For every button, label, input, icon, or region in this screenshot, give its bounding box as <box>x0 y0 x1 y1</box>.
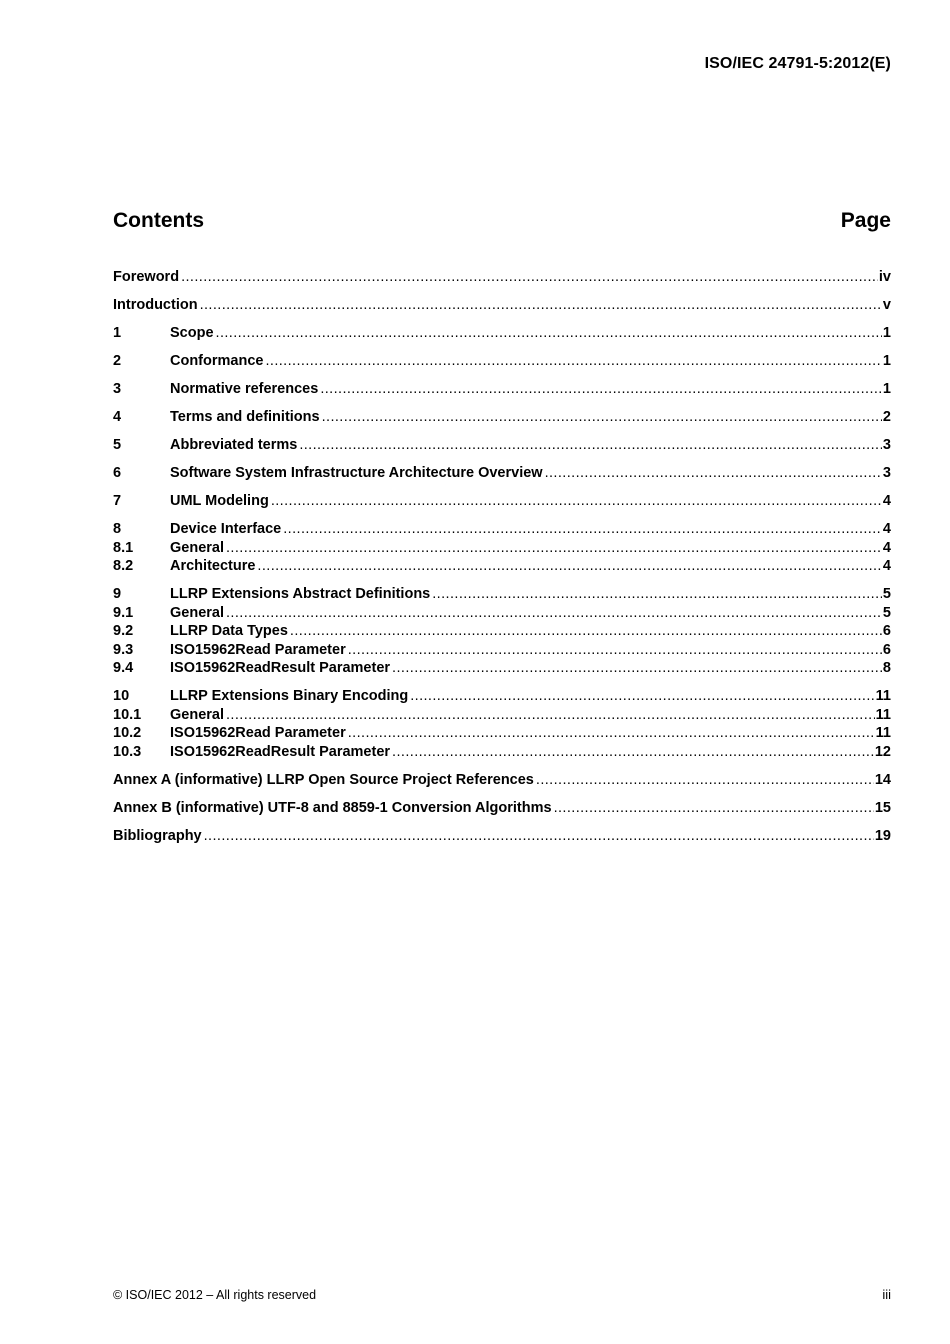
document-id: ISO/IEC 24791-5:2012(E) <box>704 55 891 72</box>
toc-leader-dots <box>545 464 882 483</box>
toc-entry[interactable] <box>113 604 891 623</box>
toc-entry-title: Scope <box>170 325 214 341</box>
toc-leader-dots <box>181 268 878 287</box>
toc-entry-title: Bibliography <box>113 827 202 844</box>
toc-entry-number: 9.2 <box>113 623 134 639</box>
toc-entry-number: 1 <box>113 325 122 341</box>
toc-entry-title: Abbreviated terms <box>170 437 298 453</box>
toc-entry-page: 1 <box>882 381 891 397</box>
toc-leader-dots <box>226 539 882 558</box>
toc-entry-title: Annex A (informative) LLRP Open Source Project References <box>113 771 534 788</box>
footer-page-number: iii <box>882 1287 891 1302</box>
toc-leader-dots <box>554 799 874 818</box>
toc-leader-dots <box>536 771 874 790</box>
toc-entry-title: Annex B (informative) UTF-8 and 8859-1 Conversion Algorithms <box>113 799 552 816</box>
toc-entry-title: ISO15962ReadResult Parameter <box>170 743 391 760</box>
toc-entry-number: 5 <box>113 437 122 453</box>
toc-entry[interactable] <box>113 622 891 641</box>
toc-leader-dots <box>320 380 882 399</box>
toc-entry-title: Architecture <box>170 558 256 574</box>
toc-entry-page: 4 <box>882 558 891 574</box>
toc-entry-number: 10.3 <box>113 743 142 760</box>
toc-entry-number: 10 <box>113 688 130 704</box>
toc-entry-number: 8 <box>113 521 122 537</box>
toc-entry-number: 6 <box>113 465 122 481</box>
toc-entry-title: General <box>170 706 224 723</box>
toc-leader-dots <box>392 659 882 678</box>
toc-leader-dots <box>322 408 882 427</box>
toc-entry-page: 8 <box>882 660 891 676</box>
toc-entry-number: 8.1 <box>113 539 134 556</box>
toc-leader-dots <box>410 687 874 706</box>
toc-leader-dots <box>204 827 874 846</box>
toc-leader-dots <box>348 724 875 743</box>
toc-entry-title: UML Modeling <box>170 493 269 509</box>
toc-leader-dots <box>265 352 881 371</box>
toc-entry-title: ISO15962Read Parameter <box>170 725 346 741</box>
toc-leader-dots <box>299 436 882 455</box>
toc-entry-page: 5 <box>882 586 891 602</box>
toc-entry-title: Introduction <box>113 297 198 313</box>
toc-entry-page: v <box>882 297 891 313</box>
toc-entry-page: 3 <box>882 437 891 453</box>
toc-entry-title: General <box>170 604 224 621</box>
toc-entry[interactable] <box>113 659 891 678</box>
toc-leader-dots <box>216 324 882 343</box>
toc-entry[interactable] <box>113 827 891 846</box>
toc-leader-dots <box>392 743 874 762</box>
toc-entry-number: 10.1 <box>113 706 142 723</box>
toc-entry-page: 4 <box>882 521 891 537</box>
toc-entry-page: 3 <box>882 465 891 481</box>
toc-entry-number: 4 <box>113 409 122 425</box>
toc-entry[interactable] <box>113 436 891 455</box>
toc-entry[interactable] <box>113 408 891 427</box>
toc-entry-title: LLRP Extensions Binary Encoding <box>170 688 409 704</box>
toc-entry[interactable] <box>113 771 891 790</box>
toc-entry[interactable] <box>113 799 891 818</box>
toc-entry-page: 5 <box>882 604 891 621</box>
toc-leader-dots <box>226 706 875 725</box>
toc-entry-title: LLRP Extensions Abstract Definitions <box>170 586 431 602</box>
toc-entry-page: 6 <box>882 623 891 639</box>
toc-leader-dots <box>432 585 882 604</box>
toc-entry-title: LLRP Data Types <box>170 623 288 639</box>
toc-entry[interactable] <box>113 464 891 483</box>
toc-entry[interactable] <box>113 641 891 660</box>
toc-entry-page: 12 <box>874 743 891 760</box>
toc-entry-number: 9.3 <box>113 641 134 658</box>
toc-entry-number: 9.4 <box>113 660 134 676</box>
toc-entry-number: 2 <box>113 353 122 369</box>
toc-entry-page: 15 <box>874 799 891 816</box>
toc-entry[interactable] <box>113 724 891 743</box>
toc-leader-dots <box>290 622 882 641</box>
toc-entry-title: Device Interface <box>170 521 282 537</box>
toc-entry[interactable] <box>113 539 891 558</box>
toc-entry-title: ISO15962ReadResult Parameter <box>170 660 391 676</box>
toc-entry[interactable] <box>113 520 891 539</box>
toc-entry[interactable] <box>113 352 891 371</box>
toc-entry-page: 4 <box>882 493 891 509</box>
toc-entry-page: 11 <box>875 706 891 723</box>
toc-entry-page: 1 <box>882 353 891 369</box>
toc-page-label: Page <box>840 209 891 232</box>
toc-entry-page: 19 <box>874 827 891 844</box>
toc-entry-number: 10.2 <box>113 725 142 741</box>
toc-entry-number: 9 <box>113 586 122 602</box>
toc-entry-page: 2 <box>882 409 891 425</box>
toc-leader-dots <box>200 296 882 315</box>
toc-entry[interactable] <box>113 492 891 511</box>
toc-entry-title: Terms and definitions <box>170 409 320 425</box>
toc-entry[interactable] <box>113 585 891 604</box>
toc-leader-dots <box>348 641 882 660</box>
toc-entry-page: 4 <box>882 539 891 556</box>
toc-entry-page: 6 <box>882 641 891 658</box>
toc-title: Contents <box>113 209 204 232</box>
toc-leader-dots <box>271 492 882 511</box>
toc-entry[interactable] <box>113 687 891 706</box>
footer-copyright: © ISO/IEC 2012 – All rights reserved <box>113 1288 317 1302</box>
toc-entry-number: 9.1 <box>113 604 134 621</box>
toc-entry[interactable] <box>113 706 891 725</box>
toc-entry-page: 11 <box>875 688 891 704</box>
toc-entry-number: 8.2 <box>113 558 134 574</box>
toc-entry-page: 11 <box>875 725 891 741</box>
toc-entry-title: Software System Infrastructure Architecture Overview <box>170 465 543 481</box>
toc-entry-page: iv <box>878 269 891 285</box>
toc-entry[interactable] <box>113 557 891 576</box>
toc-entry-page: 1 <box>882 325 891 341</box>
toc-entry[interactable] <box>113 324 891 343</box>
toc-heading <box>113 209 891 233</box>
toc-entry-number: 3 <box>113 381 122 397</box>
toc-leader-dots <box>257 557 882 576</box>
toc-entry-page: 14 <box>874 771 891 788</box>
toc-entry[interactable] <box>113 296 891 315</box>
table-of-contents <box>113 268 891 845</box>
toc-entry[interactable] <box>113 743 891 762</box>
toc-leader-dots <box>283 520 882 539</box>
toc-entry-title: ISO15962Read Parameter <box>170 641 346 658</box>
toc-entry-number: 7 <box>113 493 122 509</box>
toc-entry[interactable] <box>113 380 891 399</box>
toc-entry-title: General <box>170 539 224 556</box>
toc-entry[interactable] <box>113 268 891 287</box>
toc-entry-title: Conformance <box>170 353 264 369</box>
toc-leader-dots <box>226 604 882 623</box>
toc-entry-title: Foreword <box>113 269 180 285</box>
toc-entry-title: Normative references <box>170 381 319 397</box>
